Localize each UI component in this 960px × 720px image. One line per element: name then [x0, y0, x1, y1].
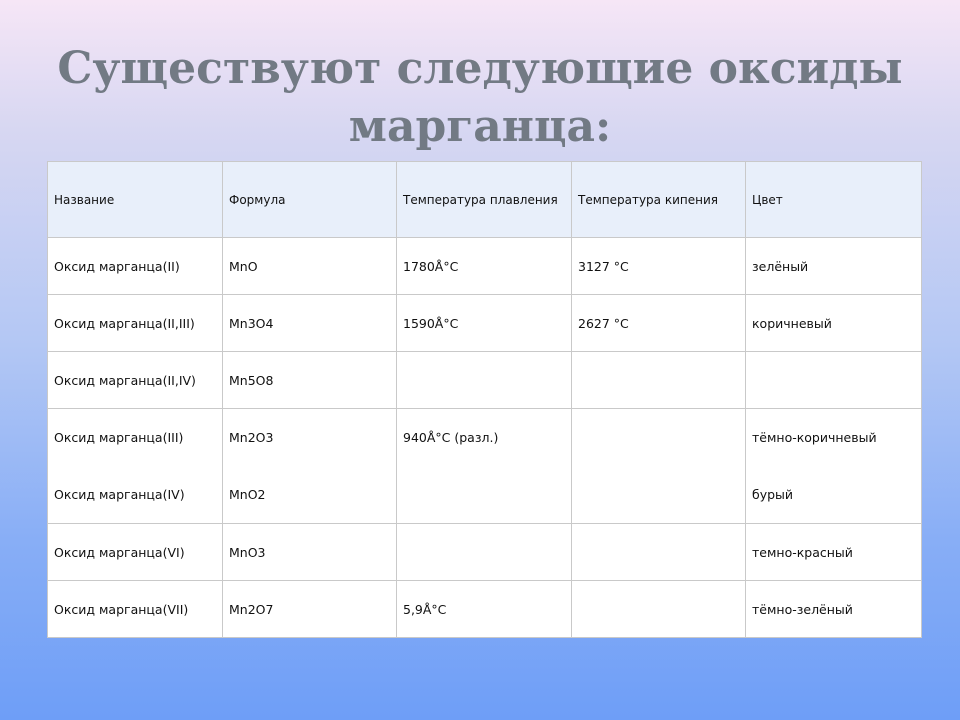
header-formula: Формула: [223, 162, 397, 238]
cell-boiling-point: [572, 581, 746, 638]
cell-boiling-point: [572, 352, 746, 409]
cell-name: Оксид марганца(VII): [48, 581, 223, 638]
cell-name: Оксид марганца(II,III): [48, 295, 223, 352]
cell-formula: Mn3O4: [223, 295, 397, 352]
cell-color: темно-красный: [746, 524, 922, 581]
table-row: [48, 524, 922, 581]
cell-formula: MnO: [223, 238, 397, 295]
cell-melting-point: 940Å°C (разл.): [403, 430, 499, 445]
cell-melting-point: [397, 524, 572, 581]
cell-boiling-point: 2627 °C: [572, 295, 746, 352]
cell-melting-point: 5,9Å°C: [397, 581, 572, 638]
header-melting-point: Температура плавления: [397, 162, 572, 238]
cell-boiling-point: [572, 524, 746, 581]
cell-name: Оксид марганца(VI): [48, 524, 223, 581]
cell-formula: Mn2O3: [229, 430, 274, 445]
table-row: [48, 352, 922, 409]
table-row: [48, 295, 922, 352]
header-boiling-point: Температура кипения: [572, 162, 746, 238]
table-row: [48, 238, 922, 295]
cell-boiling-point-pair: [572, 409, 746, 524]
table-header-row: [48, 162, 922, 238]
cell-color: тёмно-коричневый: [752, 430, 877, 445]
cell-name-pair: [48, 409, 223, 524]
cell-formula: MnO2: [229, 487, 266, 502]
cell-name: Оксид марганца(III): [54, 430, 184, 445]
cell-color: [746, 352, 922, 409]
cell-color: бурый: [752, 487, 794, 502]
cell-name: Оксид марганца(II,IV): [48, 352, 223, 409]
cell-boiling-point: 3127 °C: [572, 238, 746, 295]
slide-title-line-1: Существуют следующие оксиды: [57, 43, 903, 94]
cell-formula: Mn5O8: [223, 352, 397, 409]
cell-melting-point-pair: [397, 409, 572, 524]
cell-color-pair: [746, 409, 922, 524]
slide-title-line-2: марганца:: [348, 101, 612, 152]
table-row: [48, 581, 922, 638]
cell-name: Оксид марганца(II): [48, 238, 223, 295]
cell-color: коричневый: [746, 295, 922, 352]
oxides-table: [47, 161, 922, 638]
cell-melting-point: [397, 352, 572, 409]
header-color: Цвет: [746, 162, 922, 238]
cell-color: зелёный: [746, 238, 922, 295]
cell-color: тёмно-зелёный: [746, 581, 922, 638]
header-name: Название: [48, 162, 223, 238]
cell-melting-point: 1590Å°C: [397, 295, 572, 352]
table-row-merged: [48, 409, 922, 524]
cell-name: Оксид марганца(IV): [54, 487, 185, 502]
cell-formula: MnO3: [223, 524, 397, 581]
cell-formula: Mn2O7: [223, 581, 397, 638]
cell-formula-pair: [223, 409, 397, 524]
slide-title: [0, 40, 960, 156]
cell-melting-point: 1780Å°C: [397, 238, 572, 295]
